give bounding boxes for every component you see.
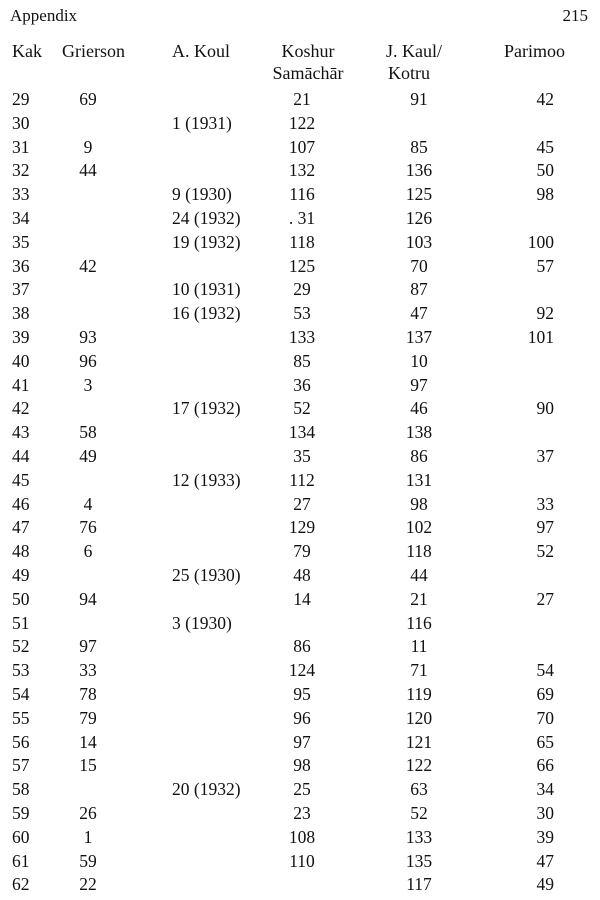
cell-parimoo: 100 <box>527 231 554 252</box>
table-row <box>0 374 600 398</box>
cell-parimoo: 47 <box>536 850 554 871</box>
cell-parimoo: 37 <box>536 445 554 466</box>
cell-jkaul: 52 <box>410 802 428 823</box>
cell-kak: 47 <box>12 517 30 538</box>
cell-kak: 40 <box>12 350 30 371</box>
cell-parimoo: 27 <box>536 588 554 609</box>
cell-koshur: 85 <box>293 350 311 371</box>
cell-koshur: 107 <box>288 136 316 157</box>
cell-koshur: . 31 <box>288 207 316 228</box>
cell-jkaul: 102 <box>405 517 433 538</box>
cell-kak: 34 <box>12 207 30 228</box>
cell-koshur: 27 <box>293 493 311 514</box>
cell-kak: 57 <box>12 755 30 776</box>
page-number: 215 <box>562 6 588 25</box>
cell-jkaul: 121 <box>405 731 433 752</box>
table-row <box>0 255 600 279</box>
column-header-parimoo: Parimoo <box>504 41 565 61</box>
column-header-jkaul-kotru <box>386 40 442 84</box>
cell-jkaul: 97 <box>410 374 428 395</box>
cell-kak: 45 <box>12 469 30 490</box>
cell-koshur: 110 <box>289 850 315 871</box>
cell-jkaul: 136 <box>405 160 433 181</box>
table-row <box>0 588 600 612</box>
cell-koul: 16 (1932) <box>172 303 241 324</box>
table-row <box>0 326 600 350</box>
table-row <box>0 516 600 540</box>
cell-koshur: 124 <box>288 660 316 681</box>
cell-kak: 36 <box>12 255 30 276</box>
cell-kak: 33 <box>12 184 30 205</box>
table-row <box>0 564 600 588</box>
table-row <box>0 183 600 207</box>
table-row <box>0 469 600 493</box>
cell-grierson: 79 <box>79 707 97 728</box>
column-header-koul: A. Koul <box>172 41 230 61</box>
cell-parimoo: 101 <box>527 326 554 347</box>
cell-jkaul: 47 <box>410 303 428 324</box>
cell-jkaul: 116 <box>406 612 432 633</box>
cell-grierson: 44 <box>79 160 97 181</box>
cell-jkaul: 10 <box>410 350 428 371</box>
table-row <box>0 778 600 802</box>
cell-jkaul: 117 <box>406 874 432 895</box>
cell-kak: 51 <box>12 612 30 633</box>
table-row <box>0 159 600 183</box>
cell-koshur: 118 <box>289 231 315 252</box>
cell-grierson: 58 <box>79 422 97 443</box>
column-header-kak: Kak <box>12 41 42 61</box>
cell-parimoo: 42 <box>536 89 554 109</box>
cell-kak: 39 <box>12 326 30 347</box>
cell-koul: 1 (1931) <box>172 112 232 133</box>
table-row <box>0 612 600 636</box>
cell-jkaul: 46 <box>410 398 428 419</box>
cell-jkaul: 70 <box>410 255 428 276</box>
table-row <box>0 350 600 374</box>
cell-parimoo: 34 <box>536 779 554 800</box>
cell-koul: 20 (1932) <box>172 779 241 800</box>
cell-koshur: 133 <box>288 326 316 347</box>
cell-kak: 48 <box>12 541 30 562</box>
cell-jkaul: 137 <box>405 326 433 347</box>
cell-jkaul: 85 <box>410 136 428 157</box>
cell-kak: 29 <box>12 89 30 109</box>
cell-koul: 12 (1933) <box>172 469 241 490</box>
cell-koul: 3 (1930) <box>172 612 232 633</box>
table-row <box>0 397 600 421</box>
cell-grierson: 14 <box>79 731 97 752</box>
table-row <box>0 826 600 850</box>
column-header-jkaul-line1: J. Kaul/ <box>386 41 442 61</box>
cell-parimoo: 33 <box>536 493 554 514</box>
cell-koul: 10 (1931) <box>172 279 241 300</box>
cell-parimoo: 54 <box>536 660 554 681</box>
cell-parimoo: 97 <box>536 517 554 538</box>
cell-koshur: 125 <box>288 255 316 276</box>
cell-parimoo: 66 <box>536 755 554 776</box>
column-header-koshur-samachar <box>256 40 360 84</box>
table-row <box>0 421 600 445</box>
table-row <box>0 493 600 517</box>
column-header-grierson: Grierson <box>62 41 125 61</box>
cell-koul: 19 (1932) <box>172 231 241 252</box>
cell-kak: 60 <box>12 826 30 847</box>
cell-kak: 41 <box>12 374 30 395</box>
cell-grierson: 49 <box>79 445 97 466</box>
cell-grierson: 4 <box>83 493 93 514</box>
cell-jkaul: 122 <box>405 755 433 776</box>
cell-kak: 32 <box>12 160 30 181</box>
column-header-koshur-line2: Samāchār <box>272 63 344 83</box>
cell-parimoo: 98 <box>536 184 554 205</box>
table-row <box>0 540 600 564</box>
cell-jkaul: 91 <box>410 89 428 109</box>
cell-kak: 38 <box>12 303 30 324</box>
cell-koshur: 98 <box>293 755 311 776</box>
cell-kak: 52 <box>12 636 30 657</box>
cell-parimoo: 49 <box>536 874 554 895</box>
table-row <box>0 683 600 707</box>
cell-grierson: 6 <box>83 541 93 562</box>
cell-koshur: 35 <box>293 445 311 466</box>
column-header-jkaul-line2: Kotru <box>388 63 430 83</box>
cell-jkaul: 118 <box>406 541 432 562</box>
table-row <box>0 88 600 112</box>
section-title: Appendix <box>10 6 78 25</box>
cell-jkaul: 131 <box>405 469 433 490</box>
cell-kak: 54 <box>12 683 30 704</box>
cell-kak: 30 <box>12 112 30 133</box>
cell-grierson: 69 <box>79 89 97 109</box>
cell-koshur: 132 <box>288 160 316 181</box>
cell-jkaul: 133 <box>405 826 433 847</box>
cell-koshur: 86 <box>293 636 311 657</box>
cell-grierson: 93 <box>79 326 97 347</box>
cell-parimoo: 39 <box>536 826 554 847</box>
cell-koshur: 122 <box>288 112 316 133</box>
table-row <box>0 731 600 755</box>
cell-jkaul: 135 <box>405 850 433 871</box>
cell-grierson: 42 <box>79 255 97 276</box>
cell-kak: 37 <box>12 279 30 300</box>
cell-jkaul: 98 <box>410 493 428 514</box>
cell-jkaul: 44 <box>410 564 428 585</box>
cell-jkaul: 11 <box>410 636 428 657</box>
cell-grierson: 22 <box>79 874 97 895</box>
cell-grierson: 59 <box>79 850 97 871</box>
cell-koshur: 14 <box>293 588 311 609</box>
cell-kak: 61 <box>12 850 30 871</box>
cell-koshur: 79 <box>293 541 311 562</box>
table-row <box>0 802 600 826</box>
cell-koshur: 96 <box>293 707 311 728</box>
cell-kak: 44 <box>12 445 30 466</box>
table-row <box>0 873 600 897</box>
cell-kak: 35 <box>12 231 30 252</box>
cell-parimoo: 65 <box>536 731 554 752</box>
cell-koshur: 129 <box>288 517 316 538</box>
cell-kak: 31 <box>12 136 30 157</box>
cell-parimoo: 50 <box>536 160 554 181</box>
cell-koshur: 36 <box>293 374 311 395</box>
cell-kak: 50 <box>12 588 30 609</box>
cell-grierson: 26 <box>79 802 97 823</box>
cell-kak: 46 <box>12 493 30 514</box>
cell-grierson: 97 <box>79 636 97 657</box>
table-row <box>0 754 600 778</box>
cell-koshur: 116 <box>289 184 315 205</box>
running-head <box>10 6 588 28</box>
cell-jkaul: 87 <box>410 279 428 300</box>
cell-jkaul: 125 <box>405 184 433 205</box>
cell-parimoo: 52 <box>536 541 554 562</box>
cell-jkaul: 21 <box>410 588 428 609</box>
cell-parimoo: 57 <box>536 255 554 276</box>
cell-grierson: 1 <box>83 826 93 847</box>
cell-parimoo: 70 <box>536 707 554 728</box>
cell-koul: 9 (1930) <box>172 184 232 205</box>
cell-kak: 49 <box>12 564 30 585</box>
table-row <box>0 850 600 874</box>
cell-jkaul: 71 <box>410 660 428 681</box>
concordance-table <box>0 88 600 897</box>
column-header-koshur-line1: Koshur <box>281 41 335 61</box>
cell-grierson: 96 <box>79 350 97 371</box>
table-row <box>0 302 600 326</box>
cell-kak: 43 <box>12 422 30 443</box>
cell-koshur: 23 <box>293 802 311 823</box>
table-row <box>0 635 600 659</box>
cell-jkaul: 86 <box>410 445 428 466</box>
table-row <box>0 707 600 731</box>
cell-jkaul: 126 <box>405 207 433 228</box>
cell-parimoo: 45 <box>536 136 554 157</box>
cell-koul: 24 (1932) <box>172 207 241 228</box>
cell-koshur: 48 <box>293 564 311 585</box>
cell-grierson: 76 <box>79 517 97 538</box>
cell-koshur: 134 <box>288 422 316 443</box>
cell-grierson: 9 <box>83 136 93 157</box>
cell-parimoo: 90 <box>536 398 554 419</box>
cell-kak: 59 <box>12 802 30 823</box>
cell-koshur: 108 <box>288 826 316 847</box>
table-row <box>0 207 600 231</box>
cell-kak: 42 <box>12 398 30 419</box>
table-row <box>0 231 600 255</box>
cell-jkaul: 120 <box>405 707 433 728</box>
cell-kak: 58 <box>12 779 30 800</box>
cell-parimoo: 69 <box>536 683 554 704</box>
cell-parimoo: 92 <box>536 303 554 324</box>
cell-koshur: 29 <box>293 279 311 300</box>
table-row <box>0 278 600 302</box>
table-row <box>0 445 600 469</box>
cell-koshur: 25 <box>293 779 311 800</box>
cell-grierson: 15 <box>79 755 97 776</box>
table-row <box>0 136 600 160</box>
cell-kak: 53 <box>12 660 30 681</box>
cell-koul: 17 (1932) <box>172 398 241 419</box>
table-row <box>0 112 600 136</box>
cell-koshur: 95 <box>293 683 311 704</box>
cell-jkaul: 138 <box>405 422 433 443</box>
cell-parimoo: 30 <box>536 802 554 823</box>
cell-koshur: 112 <box>289 469 315 490</box>
cell-koshur: 97 <box>293 731 311 752</box>
cell-grierson: 3 <box>83 374 93 395</box>
cell-jkaul: 119 <box>406 683 432 704</box>
cell-koul: 25 (1930) <box>172 564 241 585</box>
table-row <box>0 659 600 683</box>
cell-kak: 62 <box>12 874 30 895</box>
cell-koshur: 52 <box>293 398 311 419</box>
cell-grierson: 94 <box>79 588 97 609</box>
cell-kak: 56 <box>12 731 30 752</box>
cell-kak: 55 <box>12 707 30 728</box>
cell-grierson: 78 <box>79 683 97 704</box>
cell-jkaul: 63 <box>410 779 428 800</box>
cell-grierson: 33 <box>79 660 97 681</box>
cell-koshur: 21 <box>293 89 311 109</box>
cell-koshur: 53 <box>293 303 311 324</box>
cell-jkaul: 103 <box>405 231 433 252</box>
